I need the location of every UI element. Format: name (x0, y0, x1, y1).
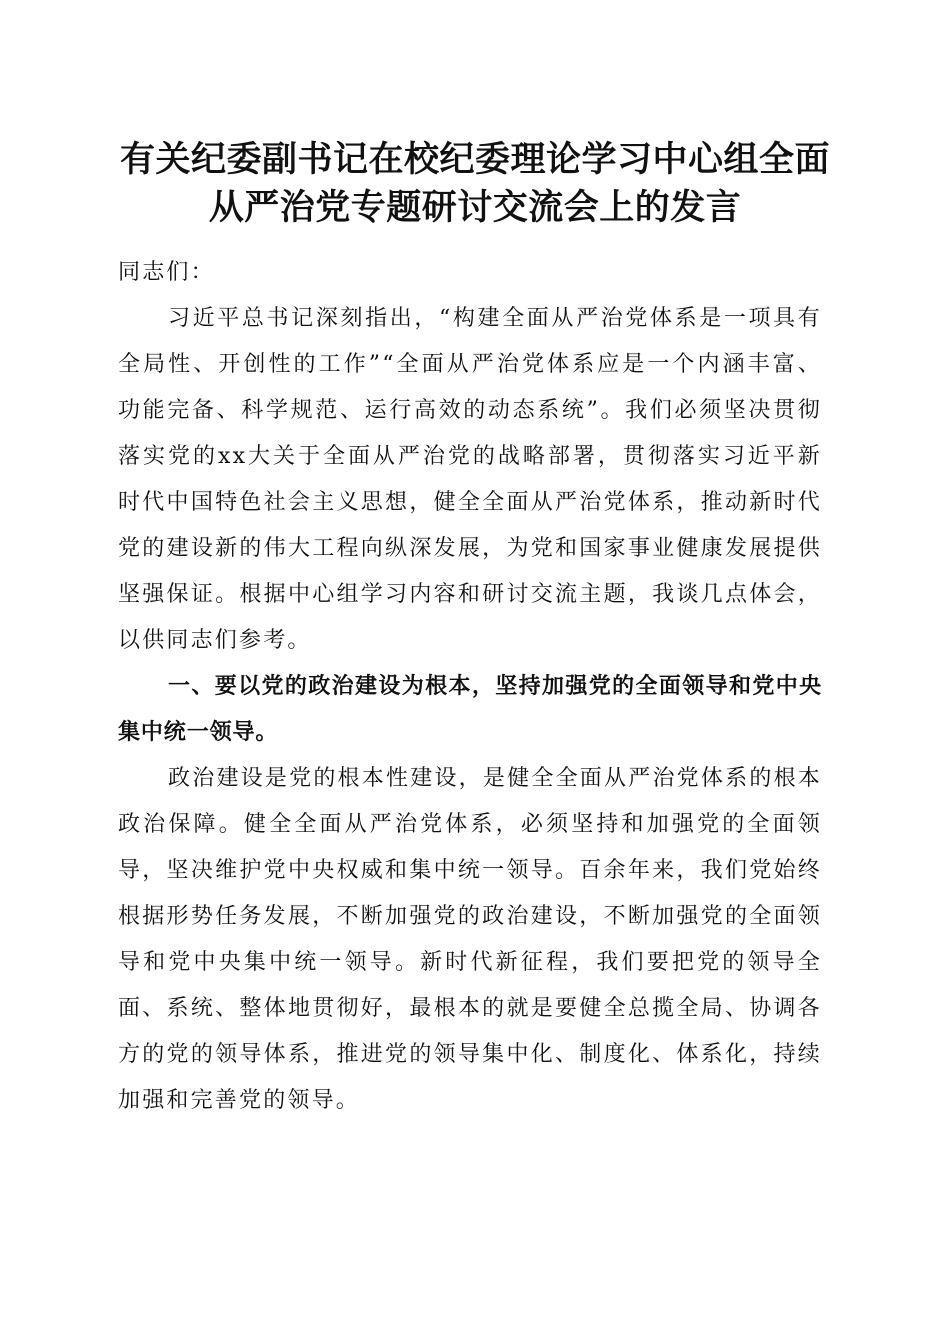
document-body (118, 250, 822, 1124)
salutation: 同志们： (118, 260, 215, 285)
paragraph-intro: 习近平总书记深刻指出，“构建全面从严治党体系是一项具有全局性、开创性的工作”“全面从严治党体系应是一个内涵丰富、功能完备、科学规范、运行高效的动态系统”。我们必须坚决贯彻落实党的xx大关于全面从严治党的战略部署，贯彻落实习近平新时代中国特色社会主义思想，健全全面从严治党体系，推动新时代党的建设新的伟大工程向纵深发展，为党和国家事业健康发展提供坚强保证。根据中心组学习内容和研讨交流主题，我谈几点体会，以供同志们参考。 (118, 306, 822, 653)
document-title (110, 136, 840, 232)
title-line-2: 从严治党专题研讨交流会上的发言 (208, 187, 742, 228)
paragraph-political-construction: 政治建设是党的根本性建设，是健全全面从严治党体系的根本政治保障。健全全面从严治党体系，必须坚持和加强党的全面领导，坚决维护党中央权威和集中统一领导。百余年来，我们党始终根据形势任务发展，不断加强党的政治建设，不断加强党的全面领导和党中央集中统一领导。新时代新征程，我们要把党的领导全面、系统、整体地贯彻好，最根本的就是要健全总揽全局、协调各方的党的领导体系，推进党的领导集中化、制度化、体系化，持续加强和完善党的领导。 (118, 766, 822, 1113)
section-heading-1: 一、要以党的政治建设为根本，坚持加强党的全面领导和党中央集中统一领导。 (118, 674, 822, 745)
title-line-1: 有关纪委副书记在校纪委理论学习中心组全面 (119, 139, 830, 180)
